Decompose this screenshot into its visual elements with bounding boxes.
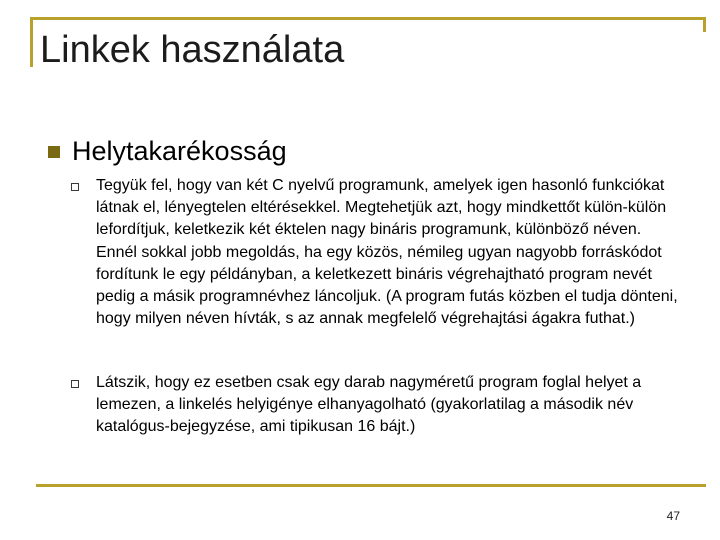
hollow-square-bullet-icon — [71, 183, 79, 191]
bullet-heading: Helytakarékosság — [72, 136, 287, 166]
slide-title: Linkek használata — [40, 29, 345, 71]
footer-rule — [36, 484, 706, 487]
hollow-square-bullet-icon — [71, 380, 79, 388]
title-frame-right-line — [703, 17, 706, 32]
sub-item-text: Tegyük fel, hogy van két C nyelvű programunk, amelyek igen hasonló funkciókat látnak el, lényegtelen eltérésekkel. Megtehetjük azt, hogy mindkettőt külön-külön lefordítjuk, keletkezik két éktelen nagy bináris programunk, különböző néven. Ennél sokkal jobb megoldás, ha egy közös, némileg ugyan nagyobb forráskódot fordítunk le egy példányban, a keletkezett bináris végrehajtható program nevét pedig a másik programnévhez láncoljuk. (A program futás közben el tudja dönteni, hogy milyen néven hívták, s az annak megfelelő végrehajtási ágakra futhat.) — [96, 177, 678, 328]
filled-square-bullet-icon — [48, 146, 60, 158]
title-frame-top-line — [30, 17, 706, 20]
page-number: 47 — [666, 509, 680, 523]
title-frame-left-line — [30, 17, 33, 67]
sub-item-text: Látszik, hogy ez esetben csak egy darab nagyméretű program foglal helyet a lemezen, a linkelés helyigénye elhanyagolható (gyakorlatilag a második név katalógus-bejegyzése, ami tipikusan 16 bájt.) — [96, 374, 642, 436]
